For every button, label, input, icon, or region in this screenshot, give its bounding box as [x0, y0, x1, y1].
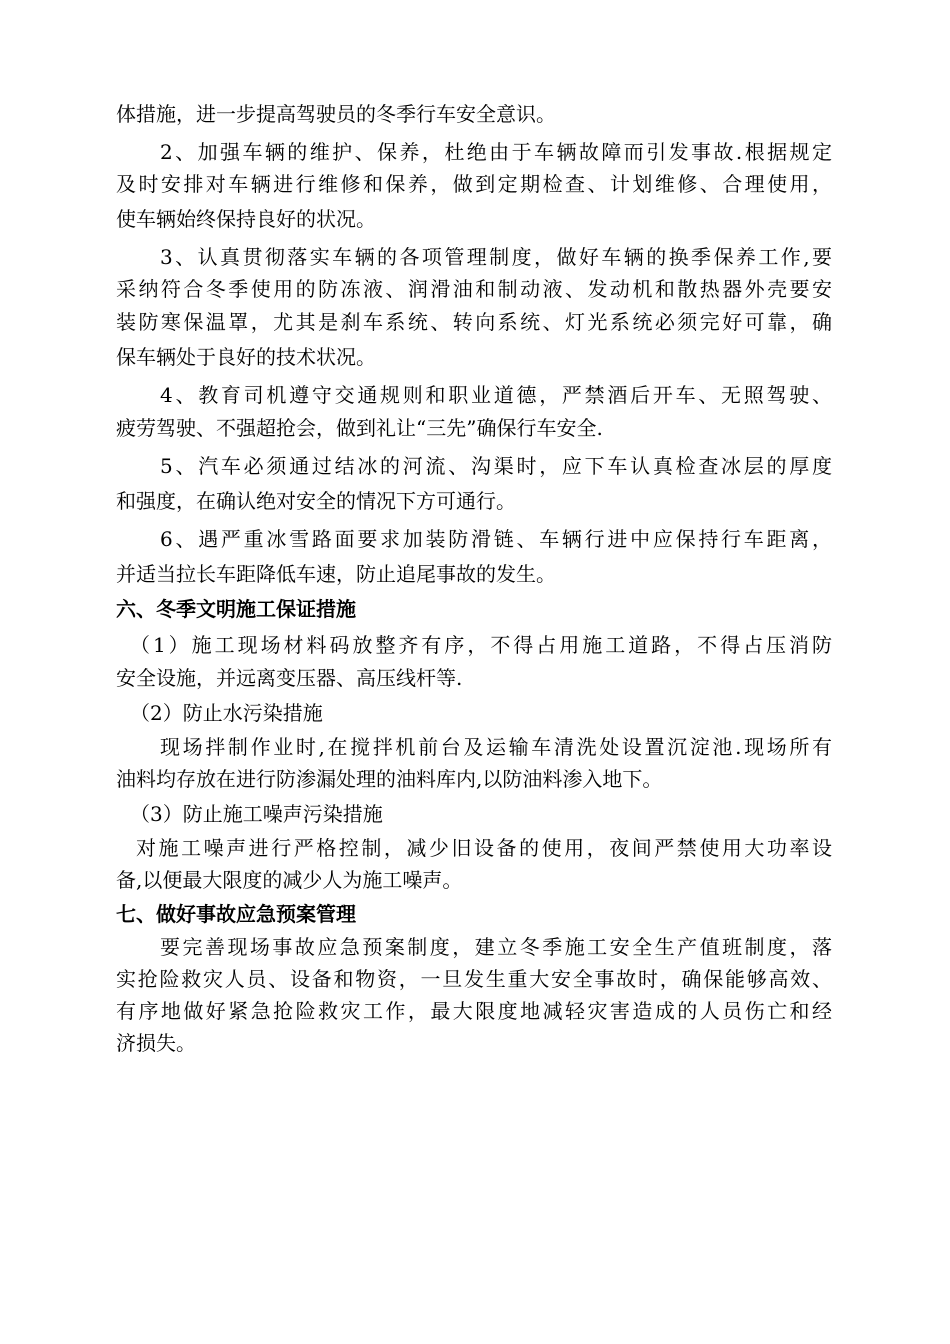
paragraph-line: 备,以便最大限度的减少人为施工噪声。 [116, 868, 463, 892]
paragraph-line: 体措施，进一步提高驾驶员的冬季行车安全意识。 [116, 102, 556, 126]
subheading: （3）防止施工噪声污染措施 [130, 802, 383, 826]
paragraph-line: 要完善现场事故应急预案制度，建立冬季施工安全生产值班制度，落 [160, 935, 832, 959]
paragraph-line: 安全设施，并远离变压器、高压线杆等. [116, 666, 463, 690]
paragraph-line: 现场拌制作业时,在搅拌机前台及运输车清洗处设置沉淀池.现场所有 [160, 735, 832, 759]
paragraph-line: 济损失。 [116, 1031, 196, 1055]
paragraph-line: 及时安排对车辆进行维修和保养，做到定期检查、计划维修、合理使用， [116, 172, 832, 196]
paragraph-line: 3、认真贯彻落实车辆的各项管理制度，做好车辆的换季保养工作,要 [160, 245, 832, 269]
paragraph-line: 装防寒保温罩，尤其是刹车系统、转向系统、灯光系统必须完好可靠，确 [116, 310, 832, 334]
paragraph-line: 保车辆处于良好的技术状况。 [116, 345, 376, 369]
paragraph-line: 油料均存放在进行防渗漏处理的油料库内,以防油料渗入地下。 [116, 767, 663, 791]
paragraph-line: 实抢险救灾人员、设备和物资，一旦发生重大安全事故时，确保能够高效、 [116, 967, 832, 991]
paragraph-line: 有序地做好紧急抢险救灾工作，最大限度地减轻灾害造成的人员伤亡和经 [116, 999, 832, 1023]
paragraph-line: 和强度，在确认绝对安全的情况下方可通行。 [116, 489, 516, 513]
subheading: （2）防止水污染措施 [130, 701, 323, 725]
paragraph-line: 使车辆始终保持良好的状况。 [116, 207, 376, 231]
paragraph-line: 2、加强车辆的维护、保养，杜绝由于车辆故障而引发事故.根据规定 [160, 140, 832, 164]
section-heading: 六、冬季文明施工保证措施 [116, 597, 356, 621]
paragraph-line: 6、遇严重冰雪路面要求加装防滑链、车辆行进中应保持行车距离， [160, 527, 832, 551]
paragraph-line: （1）施工现场材料码放整齐有序，不得占用施工道路，不得占压消防 [130, 633, 832, 657]
paragraph-line: 4、教育司机遵守交通规则和职业道德，严禁酒后开车、无照驾驶、 [160, 383, 832, 407]
paragraph-line: 采纳符合冬季使用的防冻液、润滑油和制动液、发动机和散热器外壳要安 [116, 277, 832, 301]
paragraph-line: 疲劳驾驶、不强超抢会，做到礼让“三先”确保行车安全. [116, 416, 603, 440]
paragraph-line: 并适当拉长车距降低车速，防止追尾事故的发生。 [116, 562, 556, 586]
paragraph-line: 5、汽车必须通过结冰的河流、沟渠时，应下车认真检查冰层的厚度 [160, 454, 832, 478]
section-heading: 七、做好事故应急预案管理 [116, 902, 356, 926]
paragraph-line: 对施工噪声进行严格控制，减少旧设备的使用，夜间严禁使用大功率设 [136, 836, 832, 860]
